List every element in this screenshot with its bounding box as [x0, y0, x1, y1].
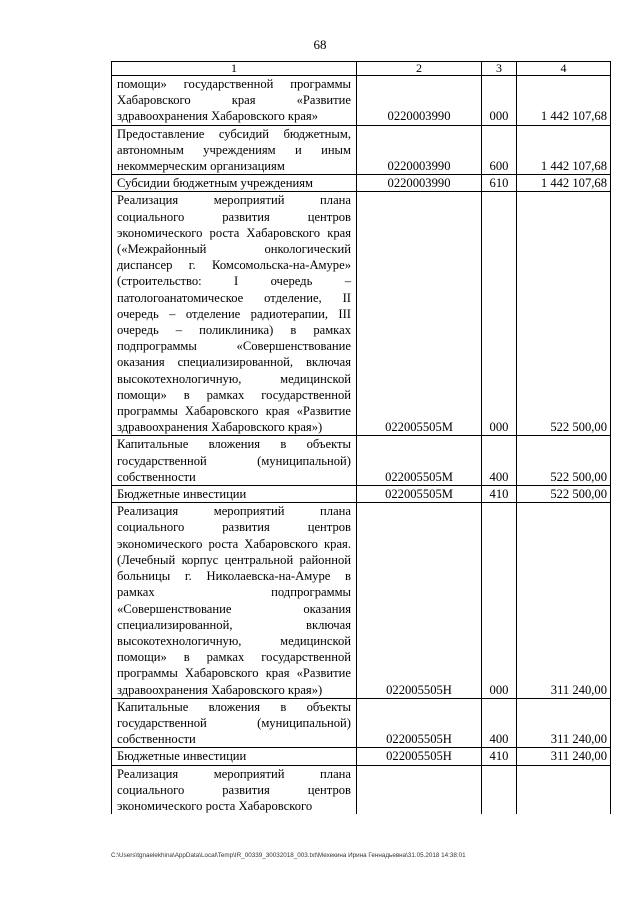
row-type: 000 — [482, 192, 517, 436]
row-code: 022005505Н — [357, 503, 482, 698]
row-name: Реализация мероприятий плана социального развития центров экономического роста Хабаровского края («Межрайонный онкологический диспансер г. Комсомольска-на-Амуре» (строительство: I очередь – патологоанатомическое отделение, II очередь – отделение радиотерапии, III очередь – поликлиника) в рамках подпрограммы «Совершенствование оказания специализированной, включая высокотехнологичную, медицинской помощи» в рамках государственной программы Хабаровского края «Развитие здравоохранения Хабаровского края») — [112, 192, 357, 436]
table-row — [112, 192, 611, 436]
row-code: 022005505М — [357, 192, 482, 436]
row-sum: 1 442 107,68 — [517, 125, 611, 175]
table-row — [112, 748, 611, 765]
row-code: 022005505М — [357, 436, 482, 486]
row-sum: 1 442 107,68 — [517, 175, 611, 192]
row-sum: 522 500,00 — [517, 192, 611, 436]
header-col-2: 2 — [357, 62, 482, 76]
row-name: Предоставление субсидий бюджетным, автономным учреждениям и иным некоммерческим организациям — [112, 125, 357, 175]
table-row — [112, 125, 611, 175]
row-code — [357, 765, 482, 814]
row-type: 000 — [482, 503, 517, 698]
table-row — [112, 765, 611, 814]
header-col-1: 1 — [112, 62, 357, 76]
page-number: 68 — [313, 37, 327, 52]
row-name: Капитальные вложения в объекты государственной (муниципальной) собственности — [112, 436, 357, 486]
row-code: 0220003990 — [357, 125, 482, 175]
table-header-row — [112, 62, 611, 76]
header-col-4: 4 — [517, 62, 611, 76]
table-row — [112, 436, 611, 486]
row-type — [482, 765, 517, 814]
row-code: 022005505Н — [357, 698, 482, 748]
row-name: Бюджетные инвестиции — [112, 748, 357, 765]
row-name: Реализация мероприятий плана социального развития центров экономического роста Хабаровского — [112, 765, 357, 814]
row-name: Реализация мероприятий плана социального развития центров экономического роста Хабаровского края. (Лечебный корпус центральной районной больницы г. Николаевска-на-Амуре в рамках подпрограммы «Совершенствование оказания специализированной, включая высокотехнологичную, медицинской помощи» в рамках государственной программы Хабаровского края «Развитие здравоохранения Хабаровского края») — [112, 503, 357, 698]
row-name: Субсидии бюджетным учреждениям — [112, 175, 357, 192]
row-sum: 311 240,00 — [517, 748, 611, 765]
row-type: 610 — [482, 175, 517, 192]
header-col-3: 3 — [482, 62, 517, 76]
row-sum: 522 500,00 — [517, 436, 611, 486]
row-type: 400 — [482, 436, 517, 486]
row-code: 022005505Н — [357, 748, 482, 765]
row-sum: 1 442 107,68 — [517, 76, 611, 126]
row-type: 410 — [482, 748, 517, 765]
table-row — [112, 503, 611, 698]
row-code: 0220003990 — [357, 175, 482, 192]
table-row — [112, 486, 611, 503]
row-code: 0220003990 — [357, 76, 482, 126]
table-row — [112, 175, 611, 192]
row-name: Капитальные вложения в объекты государственной (муниципальной) собственности — [112, 698, 357, 748]
row-name: Бюджетные инвестиции — [112, 486, 357, 503]
row-type: 400 — [482, 698, 517, 748]
row-type: 000 — [482, 76, 517, 126]
row-type: 410 — [482, 486, 517, 503]
file-path-footer: C:\Users\tgnaelekhina\AppData\Local\Temp\IR_00339_30032018_003.txt\Мехекина Ирина Геннадьевна\31.05.2018 14:38:01 — [111, 852, 466, 859]
row-sum — [517, 765, 611, 814]
row-code: 022005505М — [357, 486, 482, 503]
row-sum: 311 240,00 — [517, 698, 611, 748]
row-type: 600 — [482, 125, 517, 175]
row-name: помощи» государственной программы Хабаровского края «Развитие здравоохранения Хабаровского края» — [112, 76, 357, 126]
budget-table — [111, 61, 611, 814]
table-row — [112, 76, 611, 126]
row-sum: 311 240,00 — [517, 503, 611, 698]
table-row — [112, 698, 611, 748]
row-sum: 522 500,00 — [517, 486, 611, 503]
